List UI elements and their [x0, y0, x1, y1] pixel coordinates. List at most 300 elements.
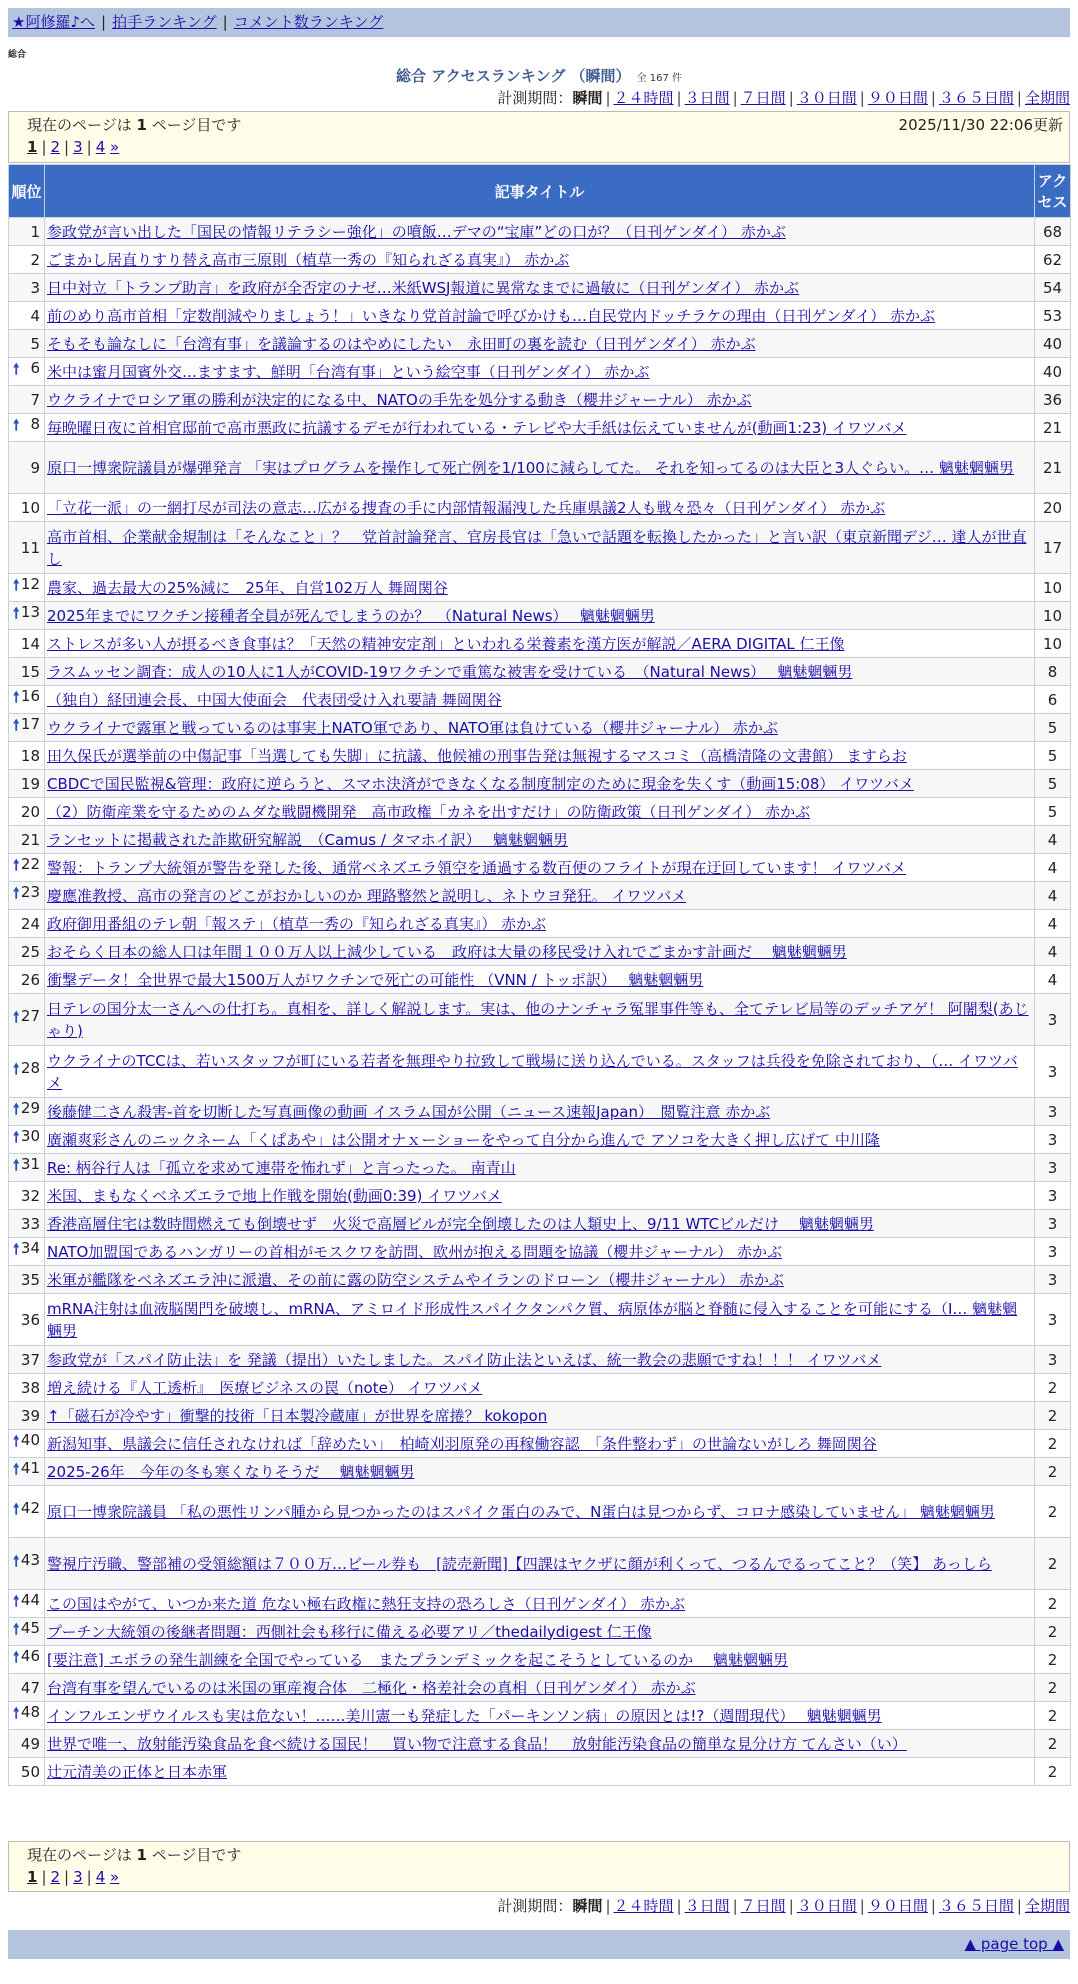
period-separator: |: [1016, 1897, 1022, 1915]
rank-cell: [9, 1402, 45, 1430]
rank-cell: [9, 1046, 45, 1098]
up-arrow-icon: 🠕: [13, 1128, 20, 1146]
article-link[interactable]: （2）防衛産業を守るためのムダな戦闘機開発 高市政権「カネを出すだけ」の防衛政策（日刊ゲンダイ） 赤かぶ: [47, 802, 811, 821]
title-cell: [45, 1646, 1035, 1674]
table-row: [9, 1758, 1071, 1786]
title-cell: [45, 1182, 1035, 1210]
table-row: [9, 1402, 1071, 1430]
article-link[interactable]: 増え続ける『人工透析』 医療ビジネスの罠（note） イワツバメ: [47, 1378, 483, 1397]
access-count: 5: [1035, 798, 1071, 826]
rank-cell: [9, 882, 45, 910]
rank-number: 9: [30, 458, 40, 477]
period-current: 瞬間: [572, 89, 603, 107]
rank-cell: [9, 826, 45, 854]
up-arrow-icon: 🠕: [13, 1460, 20, 1478]
title-cell: [45, 658, 1035, 686]
access-count: 10: [1035, 630, 1071, 658]
access-count: 3: [1035, 994, 1071, 1046]
title-cell: [45, 770, 1035, 798]
nav-separator: |: [101, 13, 107, 31]
title-cell: [45, 742, 1035, 770]
access-count: 5: [1035, 714, 1071, 742]
rank-cell: [9, 1758, 45, 1786]
rank-number: 37: [20, 1350, 40, 1369]
table-row: [9, 1590, 1071, 1618]
rank-cell: [9, 602, 45, 630]
table-row: [9, 1126, 1071, 1154]
rank-number: 25: [20, 942, 40, 961]
article-link[interactable]: 新潟知事、県議会に信任されなければ「辞めたい」 柏崎刈羽原発の再稼働容認 「条件整わず」の世論ないがしろ 舞岡関谷: [47, 1434, 877, 1453]
rank-cell: [9, 658, 45, 686]
article-link[interactable]: Re: 柄谷行人は「孤立を求めて連帯を怖れず」と言ったった。 南青山: [47, 1158, 516, 1177]
title-cell: [45, 1346, 1035, 1374]
table-row: [9, 358, 1071, 386]
rank-cell: [9, 1646, 45, 1674]
up-arrow-icon: 🠕: [13, 1100, 20, 1118]
pager-page-2[interactable]: 2: [50, 138, 61, 156]
rank-cell: [9, 994, 45, 1046]
title-cell: [45, 1674, 1035, 1702]
access-count: 3: [1035, 1046, 1071, 1098]
title-cell: [45, 938, 1035, 966]
up-arrow-icon: 🠕: [13, 1592, 20, 1610]
access-count: 4: [1035, 854, 1071, 882]
access-count: 3: [1035, 1238, 1071, 1266]
page-info-box-top: [8, 111, 1070, 163]
pager-page-3[interactable]: 3: [73, 1868, 83, 1886]
up-arrow-icon: 🠕: [13, 1500, 20, 1518]
access-count: 4: [1035, 826, 1071, 854]
title-cell: [45, 218, 1035, 246]
ranking-table-body: [9, 218, 1071, 1786]
table-row: [9, 302, 1071, 330]
title-cell: [45, 1758, 1035, 1786]
rank-cell: [9, 854, 45, 882]
title-cell: [45, 602, 1035, 630]
pager-page-2[interactable]: 2: [50, 1868, 61, 1886]
article-link[interactable]: ウクライナで露軍と戦っているのは事実上NATO軍であり、NATO軍は負けている（櫻井ジャーナル） 赤かぶ: [47, 718, 778, 737]
pager-next[interactable]: »: [110, 138, 120, 156]
page-info-text: 現在のページは 1 ページ目です: [27, 1846, 242, 1864]
article-link[interactable]: 日テレの国分太一さんへの仕打ち。真相を、詳しく解説します。実は、他のナンチャラ冤罪事件等も、全てテレビ局等のデッチアゲ！ 阿闍梨(あじゃり): [47, 999, 1029, 1040]
rank-cell: [9, 1182, 45, 1210]
rank-number: 49: [20, 1734, 40, 1753]
table-row: [9, 714, 1071, 742]
up-arrow-icon: 🠕: [13, 856, 20, 874]
article-link[interactable]: この国はやがて、いつか来た道 危ない極右政権に熱狂支持の恐ろしさ（日刊ゲンダイ） 赤かぶ: [47, 1594, 686, 1613]
access-count: 68: [1035, 218, 1071, 246]
access-count: 8: [1035, 658, 1071, 686]
period-option-2[interactable]: ３日間: [684, 89, 730, 107]
table-row: [9, 910, 1071, 938]
table-row: [9, 770, 1071, 798]
article-link[interactable]: ごまかし居直りすり替え高市三原則（植草一秀の『知られざる真実』） 赤かぶ: [47, 250, 570, 269]
access-count: 3: [1035, 1210, 1071, 1238]
table-row: [9, 386, 1071, 414]
period-separator: |: [859, 89, 865, 107]
period-label: 計測期間：: [497, 89, 573, 107]
period-separator: |: [732, 89, 738, 107]
rank-cell: [9, 742, 45, 770]
rank-number: 6: [30, 359, 40, 377]
table-row: [9, 1182, 1071, 1210]
up-arrow-icon: 🠕: [13, 1648, 20, 1666]
rank-number: 3: [30, 278, 40, 297]
rank-number: 4: [30, 306, 40, 325]
table-row: [9, 1702, 1071, 1730]
article-link[interactable]: ランセットに掲載された詐欺研究解説 （Camus / タマホイ訳） 魑魅魍魎男: [47, 830, 568, 849]
rank-number: 40: [20, 1431, 40, 1449]
access-count: 54: [1035, 274, 1071, 302]
table-row: [9, 1730, 1071, 1758]
period-option-3[interactable]: ７日間: [740, 1897, 786, 1915]
rank-number: 5: [30, 334, 40, 353]
total-count: 全 167 件: [636, 73, 682, 84]
table-row: [9, 414, 1071, 442]
page-title: [0, 65, 1078, 86]
article-link[interactable]: 田久保氏が選挙前の中傷記事「当選しても失脚」に抗議、他候補の刑事告発は無視するマスコミ（高橋清隆の文書館） ますらお: [47, 746, 907, 765]
article-link[interactable]: 2025-26年 今年の冬も寒くなりそうだ 魑魅魍魎男: [47, 1462, 415, 1481]
access-count: 36: [1035, 386, 1071, 414]
rank-cell: [9, 1154, 45, 1182]
access-count: 21: [1035, 442, 1071, 494]
period-label: 計測期間：: [497, 1897, 573, 1915]
title-cell: [45, 522, 1035, 574]
access-count: 62: [1035, 246, 1071, 274]
rank-number: 41: [20, 1459, 40, 1477]
article-link[interactable]: 世界で唯一、放射能汚染食品を食べ続ける国民！ 買い物で注意する食品！ 放射能汚染食品の簡単な見分け方 てんさい（い）: [47, 1734, 907, 1753]
up-arrow-icon: 🠕: [13, 884, 20, 902]
access-count: 2: [1035, 1374, 1071, 1402]
up-arrow-icon: 🠕: [13, 576, 20, 594]
article-link[interactable]: 「立花一派」の一網打尽が司法の意志…広がる捜査の手に内部情報漏洩した兵庫県議2人も戦々恐々（日刊ゲンダイ） 赤かぶ: [47, 498, 886, 517]
article-link[interactable]: 警報：トランプ大統領が警告を発した後、通常ベネズエラ領空を通過する数百便のフライトが現在迂回しています！ イワツバメ: [47, 858, 907, 877]
table-row: [9, 1210, 1071, 1238]
rank-cell: [9, 1538, 45, 1590]
rank-number: 17: [20, 715, 40, 733]
article-link[interactable]: 衝撃データ！全世界で最大1500万人がワクチンで死亡の可能性 （VNN / トッポ訳） 魑魅魍魎男: [47, 970, 704, 989]
article-link[interactable]: 日中対立「トランプ助言」を政府が全否定のナゼ…米紙WSJ報道に異常なまでに過敏に（日刊ゲンダイ） 赤かぶ: [47, 278, 800, 297]
table-row: [9, 938, 1071, 966]
article-link[interactable]: 米軍が艦隊をベネズエラ沖に派遣、その前に露の防空システムやイランのドローン（櫻井ジャーナル） 赤かぶ: [47, 1270, 784, 1289]
pager-page-3[interactable]: 3: [73, 138, 83, 156]
rank-number: 23: [20, 883, 40, 901]
period-option-2[interactable]: ３日間: [684, 1897, 730, 1915]
article-link[interactable]: 警視庁汚職、警部補の受領総額は７００万…ビール券も [読売新聞]【四課はヤクザに顔が利くって、つるんでるってこと？（笑】 あっしら: [47, 1554, 992, 1573]
access-count: 3: [1035, 1098, 1071, 1126]
article-link[interactable]: 辻元清美の正体と日本赤軍: [47, 1762, 228, 1781]
pager-separator: |: [41, 138, 47, 156]
title-cell: [45, 386, 1035, 414]
access-count: 3: [1035, 1126, 1071, 1154]
rank-number: 1: [30, 222, 40, 241]
article-link[interactable]: ラスムッセン調査：成人の10人に1人がCOVID-19ワクチンで重篤な被害を受けている （Natural News） 魑魅魍魎男: [47, 662, 853, 681]
rank-number: 11: [20, 538, 40, 557]
table-row: [9, 1294, 1071, 1346]
footer-bar: [8, 1930, 1070, 1959]
title-cell: [45, 1210, 1035, 1238]
title-cell: [45, 1486, 1035, 1538]
rank-column-header: 順位: [9, 165, 45, 218]
access-count: 53: [1035, 302, 1071, 330]
period-separator: |: [859, 1897, 865, 1915]
article-link[interactable]: 政府御用番組のテレ朝「報ステ」（植草一秀の『知られざる真実』） 赤かぶ: [47, 914, 547, 933]
table-row: [9, 442, 1071, 494]
pager-separator: |: [64, 138, 70, 156]
access-count: 2: [1035, 1730, 1071, 1758]
title-cell: [45, 1702, 1035, 1730]
period-separator: |: [1016, 89, 1022, 107]
table-row: [9, 1098, 1071, 1126]
rank-cell: [9, 1618, 45, 1646]
rank-number: 48: [20, 1703, 40, 1721]
article-link[interactable]: 毎晩曜日夜に首相官邸前で高市悪政に抗議するデモが行われている・テレビや大手紙は伝えていませんが(動画1:23) イワツバメ: [47, 418, 907, 437]
rank-number: 44: [20, 1591, 40, 1609]
article-link[interactable]: ↑「磁石が冷やす」衝撃的技術「日本製冷蔵庫」が世界を席捲？ kokopon: [47, 1406, 548, 1425]
access-count: 2: [1035, 1618, 1071, 1646]
title-cell: [45, 1294, 1035, 1346]
article-link[interactable]: 後藤健二さん殺害-首を切断した写真画像の動画 イスラム国が公開（ニュース速報Japan） 閲覧注意 赤かぶ: [47, 1102, 771, 1121]
access-count: 17: [1035, 522, 1071, 574]
title-cell: [45, 966, 1035, 994]
title-cell: [45, 1458, 1035, 1486]
up-arrow-icon: 🠕: [13, 416, 20, 434]
period-separator: |: [676, 1897, 682, 1915]
up-arrow-icon: 🠕: [13, 1156, 20, 1174]
table-row: [9, 218, 1071, 246]
article-link[interactable]: ストレスが多い人が摂るべき食事は？「天然の精神安定剤」といわれる栄養素を漢方医が解説／AERA DIGITAL 仁王像: [47, 634, 845, 653]
title-cell: [45, 414, 1035, 442]
table-row: [9, 246, 1071, 274]
access-count: 3: [1035, 1294, 1071, 1346]
article-link[interactable]: （独自）経団連会長、中国大使面会 代表団受け入れ要請 舞岡関谷: [47, 690, 502, 709]
access-count: 2: [1035, 1486, 1071, 1538]
period-option-4[interactable]: ３０日間: [796, 1897, 857, 1915]
access-count: 6: [1035, 686, 1071, 714]
rank-number: 10: [20, 498, 40, 517]
home-link[interactable]: ★阿修羅♪へ: [12, 13, 96, 31]
article-link[interactable]: ウクライナでロシア軍の勝利が決定的になる中、NATOの手先を処分する動き（櫻井ジャーナル） 赤かぶ: [47, 390, 752, 409]
period-option-7[interactable]: 全期間: [1024, 1897, 1070, 1915]
pager-page-4[interactable]: 4: [95, 1868, 106, 1886]
period-option-6[interactable]: ３６５日間: [938, 1897, 1014, 1915]
title-cell: [45, 1126, 1035, 1154]
table-row: [9, 1618, 1071, 1646]
period-selector-bottom: [497, 1895, 1070, 1916]
rank-number: 19: [20, 774, 40, 793]
period-separator: |: [930, 89, 936, 107]
article-link[interactable]: 原口一博衆院議員が爆弾発言 「実はプログラムを操作して死亡例を1/100に減らしてた。 それを知ってるのは大臣と3人ぐらい。… 魑魅魍魎男: [47, 458, 1014, 477]
pager-current-page: 1: [27, 1868, 38, 1886]
clap-ranking-link[interactable]: 拍手ランキング: [112, 13, 217, 31]
table-row: [9, 494, 1071, 522]
article-link[interactable]: 2025年までにワクチン接種者全員が死んでしまうのか？ （Natural News） 魑魅魍魎男: [47, 606, 655, 625]
article-link[interactable]: 米中は蜜月国賓外交…ますます、鮮明「台湾有事」という絵空事（日刊ゲンダイ） 赤かぶ: [47, 362, 650, 381]
access-count: 3: [1035, 1266, 1071, 1294]
period-separator: |: [676, 89, 682, 107]
title-cell: [45, 1590, 1035, 1618]
table-row: [9, 994, 1071, 1046]
up-arrow-icon: 🠕: [13, 1432, 20, 1450]
rank-cell: [9, 1430, 45, 1458]
access-count: 2: [1035, 1590, 1071, 1618]
pager-page-4[interactable]: 4: [95, 138, 106, 156]
rank-number: 30: [20, 1127, 40, 1145]
category-label: 総合: [8, 50, 27, 60]
title-cell: [45, 1238, 1035, 1266]
table-row: [9, 1046, 1071, 1098]
title-cell: [45, 826, 1035, 854]
period-option-7[interactable]: 全期間: [1024, 89, 1070, 107]
title-cell: [45, 714, 1035, 742]
article-link[interactable]: 原口一博衆院議員 「私の悪性リンパ腫から見つかったのはスパイク蛋白のみで、N蛋白は見つからず、コロナ感染していません」 魑魅魍魎男: [47, 1502, 995, 1521]
article-link[interactable]: mRNA注射は血液脳関門を破壊し、mRNA、アミロイド形成性スパイクタンパク質、病原体が脳と脊髄に侵入することを可能にする（I… 魑魅魍魎男: [47, 1299, 1018, 1340]
access-count: 2: [1035, 1458, 1071, 1486]
page-info-text: 現在のページは 1 ページ目です: [27, 116, 242, 134]
article-link[interactable]: NATO加盟国であるハンガリーの首相がモスクワを訪問、欧州が抱える問題を協議（櫻井ジャーナル） 赤かぶ: [47, 1242, 783, 1261]
access-count: 4: [1035, 966, 1071, 994]
access-count: 2: [1035, 1758, 1071, 1786]
rank-number: 13: [20, 603, 40, 621]
article-link[interactable]: 米国、まもなくベネズエラで地上作戦を開始(動画0:39) イワツバメ: [47, 1186, 502, 1205]
period-option-4[interactable]: ３０日間: [796, 89, 857, 107]
pager-current-page: 1: [27, 138, 38, 156]
rank-number: 35: [20, 1270, 40, 1289]
rank-number: 33: [20, 1214, 40, 1233]
rank-number: 22: [20, 855, 40, 873]
rank-number: 16: [20, 687, 40, 705]
rank-cell: [9, 1346, 45, 1374]
title-cell: [45, 1374, 1035, 1402]
rank-number: 27: [20, 1007, 40, 1025]
table-row: [9, 1266, 1071, 1294]
rank-cell: [9, 770, 45, 798]
period-option-5[interactable]: ９０日間: [867, 89, 928, 107]
title-cell: [45, 1538, 1035, 1590]
article-link[interactable]: ウクライナのTCCは、若いスタッフが町にいる若者を無理やり拉致して戦場に送り込んでいる。スタッフは兵役を免除されており、（… イワツバメ: [47, 1051, 1018, 1092]
rank-cell: [9, 1674, 45, 1702]
period-separator: |: [605, 1897, 611, 1915]
article-link[interactable]: 前のめり高市首相「定数削減やりましょう！」いきなり党首討論で呼びかけも…自民党内ドッチラケの理由（日刊ゲンダイ） 赤かぶ: [47, 306, 935, 325]
article-link[interactable]: 高市首相、企業献金規制は「そんなこと」？ 党首討論発言、官房長官は「急いで話題を転換したかった」と言い訳（東京新聞デジ… 達人が世直し: [47, 527, 1027, 568]
table-row: [9, 1346, 1071, 1374]
rank-cell: [9, 714, 45, 742]
access-count: 10: [1035, 574, 1071, 602]
rank-cell: [9, 246, 45, 274]
rank-number: 47: [20, 1678, 40, 1697]
article-link[interactable]: CBDCで国民監視&管理：政府に逆らうと、スマホ決済ができなくなる制度制定のために現金を失くす（動画15:08） イワツバメ: [47, 774, 914, 793]
article-link[interactable]: 台湾有事を望んでいるのは米国の軍産複合体 二極化・格差社会の真相（日刊ゲンダイ） 赤かぶ: [47, 1678, 696, 1697]
table-row: [9, 966, 1071, 994]
up-arrow-icon: 🠕: [13, 1704, 20, 1722]
title-cell: [45, 302, 1035, 330]
access-count: 2: [1035, 1674, 1071, 1702]
access-count: 40: [1035, 358, 1071, 386]
period-option-6[interactable]: ３６５日間: [938, 89, 1014, 107]
rank-number: 15: [20, 662, 40, 681]
rank-cell: [9, 910, 45, 938]
article-link[interactable]: おそらく日本の総人口は年間１００万人以上減少している 政府は大量の移民受け入れでごまかす計画だ 魑魅魍魎男: [47, 942, 847, 961]
page-top-link[interactable]: ▲ page top ▲: [964, 1935, 1064, 1953]
article-link[interactable]: 参政党が言い出した「国民の情報リテラシー強化」の噴飯…デマの“宝庫”どの口が？（日刊ゲンダイ） 赤かぶ: [47, 222, 786, 241]
rank-cell: [9, 1126, 45, 1154]
comment-ranking-link[interactable]: コメント数ランキング: [233, 13, 384, 31]
up-arrow-icon: 🠕: [13, 1008, 20, 1026]
rank-number: 14: [20, 634, 40, 653]
access-count: 2: [1035, 1402, 1071, 1430]
period-option-3[interactable]: ７日間: [740, 89, 786, 107]
period-selector-top: [497, 87, 1070, 108]
title-cell: [45, 1430, 1035, 1458]
rank-cell: [9, 798, 45, 826]
table-row: [9, 574, 1071, 602]
period-separator: |: [605, 89, 611, 107]
article-link[interactable]: そもそも論なしに「台湾有事」を議論するのはやめにしたい 永田町の裏を読む（日刊ゲンダイ） 赤かぶ: [47, 334, 756, 353]
table-row: [9, 1458, 1071, 1486]
rank-cell: [9, 938, 45, 966]
period-option-5[interactable]: ９０日間: [867, 1897, 928, 1915]
access-count: 10: [1035, 602, 1071, 630]
rank-number: 29: [20, 1099, 40, 1117]
access-count: 4: [1035, 882, 1071, 910]
rank-number: 12: [20, 575, 40, 593]
article-link[interactable]: 参政党が「スパイ防止法」を 発議（提出）いたしました。スパイ防止法といえば、統一教会の悲願ですね！！！ イワツバメ: [47, 1350, 882, 1369]
pager-next[interactable]: »: [110, 1868, 120, 1886]
rank-number: 26: [20, 970, 40, 989]
rank-cell: [9, 274, 45, 302]
title-cell: [45, 494, 1035, 522]
article-link[interactable]: インフルエンザウイルスも実は危ない！……美川憲一も発症した「パーキンソン病」の原因とは!?（週間現代） 魑魅魍魎男: [47, 1706, 882, 1725]
ranking-title: 総合 アクセスランキング （瞬間）: [396, 67, 631, 85]
table-row: [9, 1646, 1071, 1674]
title-cell: [45, 882, 1035, 910]
rank-number: 2: [30, 250, 40, 269]
table-row: [9, 742, 1071, 770]
period-separator: |: [930, 1897, 936, 1915]
access-count: 2: [1035, 1538, 1071, 1590]
table-row: [9, 826, 1071, 854]
table-row: [9, 1430, 1071, 1458]
access-count: 2: [1035, 1430, 1071, 1458]
rank-cell: [9, 1702, 45, 1730]
rank-cell: [9, 218, 45, 246]
rank-cell: [9, 414, 45, 442]
rank-cell: [9, 1266, 45, 1294]
article-link[interactable]: [要注意] エボラの発生訓練を全国でやっている またプランデミックを起こそうとしているのか 魑魅魍魎男: [47, 1650, 788, 1669]
rank-cell: [9, 574, 45, 602]
article-link[interactable]: 農家、過去最大の25%減に 25年、自営102万人 舞岡関谷: [47, 578, 448, 597]
article-link[interactable]: 香港高層住宅は数時間燃えても倒壊せず 火災で高層ビルが完全倒壊したのは人類史上、9/11 WTCビルだけ 魑魅魍魎男: [47, 1214, 874, 1233]
rank-number: 7: [30, 390, 40, 409]
up-arrow-icon: 🠕: [13, 604, 20, 622]
title-cell: [45, 854, 1035, 882]
rank-cell: [9, 302, 45, 330]
period-option-1[interactable]: ２４時間: [613, 89, 674, 107]
table-row: [9, 522, 1071, 574]
table-row: [9, 1538, 1071, 1590]
access-count: 21: [1035, 414, 1071, 442]
article-link[interactable]: 廣瀬爽彩さんのニックネーム「くぱあや」は公開オナｘーショーをやって自分から進んで アソコを大きく押し広げて 中川隆: [47, 1130, 880, 1149]
article-link[interactable]: プーチン大統領の後継者問題：西側社会も移行に備える必要アリ／thedailydigest 仁王像: [47, 1622, 652, 1641]
table-row: [9, 1374, 1071, 1402]
title-cell: [45, 798, 1035, 826]
update-timestamp: 2025/11/30 22:06更新: [898, 116, 1063, 134]
access-count: 3: [1035, 1182, 1071, 1210]
period-option-1[interactable]: ２４時間: [613, 1897, 674, 1915]
rank-number: 32: [20, 1186, 40, 1205]
article-link[interactable]: 慶應准教授、高市の発言のどこがおかしいのか 理路整然と説明し、ネトウヨ発狂。 イワツバメ: [47, 886, 687, 905]
rank-number: 24: [20, 914, 40, 933]
